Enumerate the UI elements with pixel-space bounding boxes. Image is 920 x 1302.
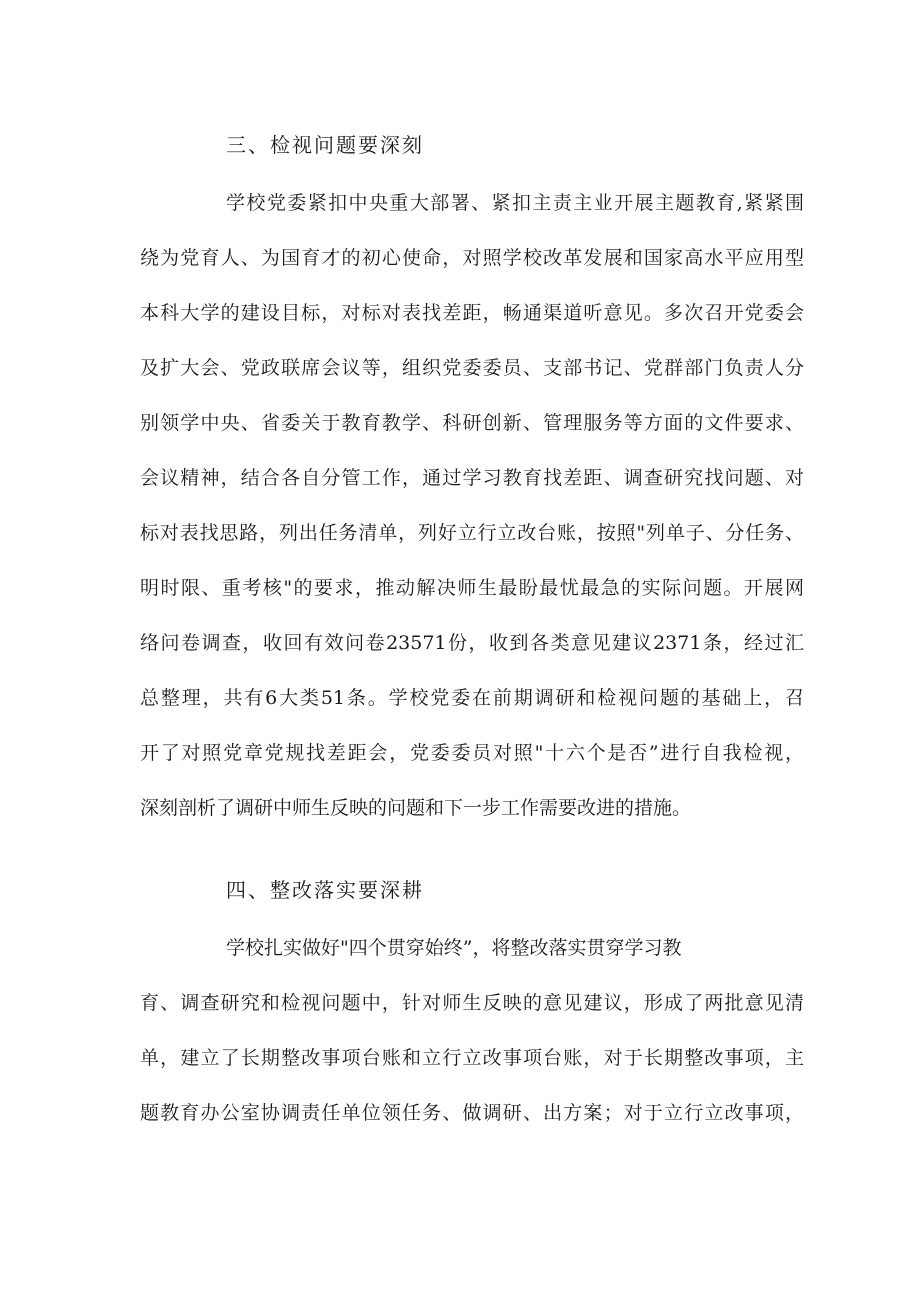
section-3-heading: 三、检视问题要深刻 [226,133,424,157]
section-3-line-11: 开了对照党章党规找差距会，党委委员对照"十六个是否”进行自我检视， [140,742,804,764]
section-3-line-3: 本科大学的建设目标，对标对表找差距，畅通渠道听意见。多次召开党委会 [140,302,804,324]
section-4-heading: 四、整改落实要深耕 [226,878,424,902]
section-3-line-10: 总整理，共有6大类51条。学校党委在前期调研和检视问题的基础上，召 [140,687,804,709]
section-4-line-3: 单，建立了长期整改事项台账和立行立改事项台账，对于长期整改事项，主 [140,1047,804,1069]
section-3-line-8: 明时限、重考核"的要求，推动解决师生最盼最忧最急的实际问题。开展网 [140,577,804,599]
section-3-line-2: 绕为党育人、为国育才的初心使命，对照学校改革发展和国家高水平应用型 [140,247,804,269]
section-4-line-1: 学校扎实做好"四个贯穿始终”，将整改落实贯穿学习教 [226,937,682,959]
section-3-line-1: 学校党委紧扣中央重大部署、紧扣主责主业开展主题教育,紧紧围 [226,192,804,214]
section-3-line-6: 会议精神，结合各自分管工作，通过学习教育找差距、调查研究找问题、对 [140,467,804,489]
section-3-line-4: 及扩大会、党政联席会议等，组织党委委员、支部书记、党群部门负责人分 [140,357,804,379]
section-3-line-9: 络问卷调查，收回有效问卷23571份，收到各类意见建议2371条，经过汇 [140,632,804,654]
section-4-line-4: 题教育办公室协调责任单位领任务、做调研、出方案；对于立行立改事项， [140,1102,804,1124]
section-4-line-2: 育、调查研究和检视问题中，针对师生反映的意见建议，形成了两批意见清 [140,992,804,1014]
section-3-line-12: 深刻剖析了调研中师生反映的问题和下一步工作需要改进的措施。 [140,797,692,819]
section-3-line-5: 别领学中央、省委关于教育教学、科研创新、管理服务等方面的文件要求、 [140,412,804,434]
section-3-line-7: 标对表找思路，列出任务清单，列好立行立改台账，按照"列单子、分任务、 [140,522,804,544]
